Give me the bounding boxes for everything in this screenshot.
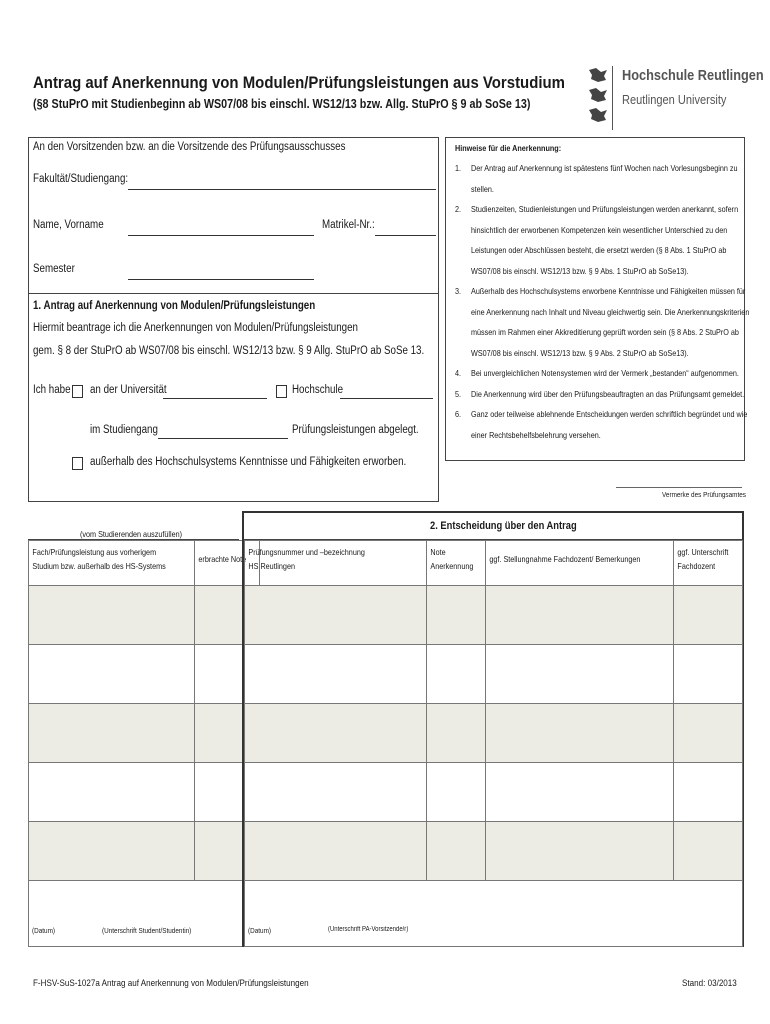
vermerke-label: Vermerke des Prüfungsamtes bbox=[662, 490, 746, 499]
stellung-cell[interactable] bbox=[486, 763, 674, 822]
name-field[interactable] bbox=[128, 235, 314, 236]
footer-form-id: F-HSV-SuS-1027a Antrag auf Anerkennung von Modulen/Prüfungsleistungen bbox=[33, 978, 309, 989]
section-divider bbox=[29, 293, 438, 294]
hint-text-line: Leistungen oder Abschlüssen besteht, die ersetzt werden (§ 8 Abs. 1 StuPrO ab bbox=[471, 245, 727, 255]
stellung-cell[interactable] bbox=[486, 822, 674, 881]
logo-subtitle: Reutlingen University bbox=[622, 92, 727, 107]
hint-text-line: stellen. bbox=[471, 183, 494, 194]
header-note-anerk-line1: Note bbox=[430, 547, 446, 557]
stellung-cell[interactable] bbox=[486, 704, 674, 763]
datum-left-label: (Datum) bbox=[32, 926, 56, 935]
pruefnr-cell[interactable] bbox=[245, 763, 427, 822]
pa-signature-cell[interactable] bbox=[245, 881, 743, 947]
unterschrift-cell[interactable] bbox=[673, 822, 742, 881]
note-anerk-cell[interactable] bbox=[426, 704, 486, 763]
matrikel-field[interactable] bbox=[375, 235, 436, 236]
pa-signature-label: (Unterschrift PA-Vorsitzende/r) bbox=[328, 926, 409, 933]
note-anerk-cell[interactable] bbox=[426, 645, 486, 704]
hint-text-line: Die Anerkennung wird über den Prüfungsbeauftragten an das Prüfungsamt gemeldet. bbox=[471, 388, 745, 399]
header-pruefnr-line2: HS Reutlingen bbox=[248, 561, 295, 571]
header-unterschrift bbox=[673, 541, 742, 586]
decision-table bbox=[244, 540, 743, 947]
section1-line1: Hiermit beantrage ich die Anerkennungen von Modulen/Prüfungsleistungen bbox=[33, 322, 358, 334]
header-note-anerk-line2: Anerkennung bbox=[430, 561, 474, 571]
fach-cell[interactable] bbox=[29, 763, 195, 822]
hint-number: 1. bbox=[455, 163, 462, 173]
university-crest-icon bbox=[586, 66, 610, 130]
note-anerk-cell[interactable] bbox=[426, 822, 486, 881]
logo-name: Hochschule Reutlingen bbox=[622, 67, 764, 84]
hint-text-line: WS07/08 bis einschl. WS12/13 bzw. § 9 Abs. 1 StuPrO ab SoSe13). bbox=[471, 265, 689, 276]
header-unterschrift-line1: ggf. Unterschrift bbox=[677, 547, 729, 557]
header-pruefnr bbox=[245, 541, 427, 586]
faculty-label: Fakultät/Studiengang: bbox=[33, 173, 129, 185]
addressee-text: An den Vorsitzenden bzw. an die Vorsitzende des Prüfungsausschusses bbox=[33, 141, 346, 153]
stellung-cell[interactable] bbox=[486, 586, 674, 645]
hint-text-line: Bei unvergleichlichen Notensystemen wird der Vermerk „bestanden“ aufgenommen. bbox=[471, 368, 739, 378]
fach-cell[interactable] bbox=[29, 822, 195, 881]
hochschule-checkbox[interactable] bbox=[276, 385, 287, 398]
pruefnr-cell[interactable] bbox=[245, 586, 427, 645]
semester-label: Semester bbox=[33, 263, 75, 275]
hint-number: 4. bbox=[455, 368, 462, 378]
hint-text-line: eine Anerkennung nach Inhalt und Niveau gleichwertig sein. Die Anerkennungskriterien bbox=[471, 306, 750, 317]
studiengang-field[interactable] bbox=[158, 438, 288, 439]
student-signature-label: (Unterschrift Student/Studentin) bbox=[102, 926, 192, 935]
abgelegt-label: Prüfungsleistungen abgelegt. bbox=[292, 424, 419, 436]
unterschrift-cell[interactable] bbox=[673, 763, 742, 822]
header-fach-line1: Fach/Prüfungsleistung aus vorherigem bbox=[32, 547, 157, 557]
section1-title: 1. Antrag auf Anerkennung von Modulen/Prüfungsleistungen bbox=[33, 300, 316, 312]
hint-number: 2. bbox=[455, 204, 462, 214]
hint-text-line: müssen im Rahmen einer Akkreditierung geprüft worden sein (§ 8 Abs. 2 StuPrO ab bbox=[471, 327, 739, 337]
fach-cell[interactable] bbox=[29, 645, 195, 704]
hint-number: 3. bbox=[455, 286, 462, 296]
unterschrift-cell[interactable] bbox=[673, 645, 742, 704]
application-form-box bbox=[28, 137, 439, 502]
semester-field[interactable] bbox=[128, 279, 314, 280]
student-signature-cell[interactable] bbox=[29, 881, 260, 947]
page-title: Antrag auf Anerkennung von Modulen/Prüfungsleistungen aus Vorstudium bbox=[33, 73, 565, 92]
section1-line2: gem. § 8 der StuPrO ab WS07/08 bis einschl. WS12/13 bzw. § 9 Allg. StuPrO ab SoSe 13. bbox=[33, 345, 425, 357]
logo-divider bbox=[612, 66, 613, 130]
fach-cell[interactable] bbox=[29, 586, 195, 645]
footer-stand: Stand: 03/2013 bbox=[682, 978, 737, 989]
hint-text-line: hinsichtlich der erworbenen Kompetenzen kein wesentlicher Unterschied zu den bbox=[471, 224, 728, 235]
pruefnr-cell[interactable] bbox=[245, 822, 427, 881]
header-stellung-text: ggf. Stellungnahme Fachdozent/ Bemerkungen bbox=[489, 554, 641, 564]
student-table bbox=[28, 540, 260, 947]
hints-title: Hinweise für die Anerkennung: bbox=[455, 143, 562, 153]
header-stellungnahme bbox=[486, 541, 674, 586]
studiengang-label: im Studiengang bbox=[90, 424, 158, 436]
hint-number: 5. bbox=[455, 388, 462, 399]
note-anerk-cell[interactable] bbox=[426, 586, 486, 645]
university-field[interactable] bbox=[163, 398, 267, 399]
name-label: Name, Vorname bbox=[33, 219, 104, 231]
university-label: an der Universität bbox=[90, 384, 167, 396]
header-pruefnr-line1: Prüfungsnummer und –bezeichnung bbox=[248, 547, 365, 557]
faculty-field[interactable] bbox=[128, 189, 436, 190]
matrikel-label: Matrikel-Nr.: bbox=[322, 219, 375, 231]
hint-text-line: Außerhalb des Hochschulsystems erworbene Kenntnisse und Fähigkeiten müssen für bbox=[471, 286, 746, 296]
pruefnr-cell[interactable] bbox=[245, 704, 427, 763]
header-note-anerkennung bbox=[426, 541, 486, 586]
unterschrift-cell[interactable] bbox=[673, 586, 742, 645]
ausserhalb-checkbox[interactable] bbox=[72, 457, 83, 470]
left-table-caption: (vom Studierenden auszufüllen) bbox=[80, 529, 183, 539]
hint-text-line: Studienzeiten, Studienleistungen und Prüfungsleistungen werden anerkannt, sofern bbox=[471, 204, 739, 214]
decision-title: 2. Entscheidung über den Antrag bbox=[430, 520, 577, 532]
header-note-text: erbrachte Note bbox=[198, 554, 247, 564]
header-fach-line2: Studium bzw. außerhalb des HS-Systems bbox=[32, 561, 166, 571]
note-anerk-cell[interactable] bbox=[426, 763, 486, 822]
ausserhalb-label: außerhalb des Hochschulsystems Kenntnisse und Fähigkeiten erworben. bbox=[90, 456, 407, 468]
hint-number: 6. bbox=[455, 409, 462, 419]
hint-text-line: WS07/08 bis einschl. WS12/13 bzw. § 9 Abs. 2 StuPrO ab SoSe13). bbox=[471, 347, 689, 358]
university-checkbox[interactable] bbox=[72, 385, 83, 398]
datum-right-label: (Datum) bbox=[248, 926, 272, 935]
ich-habe-label: Ich habe bbox=[33, 384, 71, 396]
unterschrift-cell[interactable] bbox=[673, 704, 742, 763]
hint-text-line: einer Rechtsbehelfsbelehrung versehen. bbox=[471, 429, 601, 440]
hochschule-field[interactable] bbox=[340, 398, 433, 399]
hint-text-line: Ganz oder teilweise ablehnende Entscheidungen werden schriftlich begründet und wie bbox=[471, 409, 748, 419]
header-unterschrift-line2: Fachdozent bbox=[677, 561, 716, 571]
pruefnr-cell[interactable] bbox=[245, 645, 427, 704]
header-fach bbox=[29, 541, 195, 586]
page-subtitle: (§8 StuPrO mit Studienbeginn ab WS07/08 bis einschl. WS12/13 bzw. Allg. StuPrO § 9 ab SoSe 13) bbox=[33, 97, 531, 111]
hint-text-line: Der Antrag auf Anerkennung ist spätestens fünf Wochen nach Vorlesungsbeginn zu bbox=[471, 163, 738, 173]
fach-cell[interactable] bbox=[29, 704, 195, 763]
stellung-cell[interactable] bbox=[486, 645, 674, 704]
hochschule-label: Hochschule bbox=[292, 384, 344, 396]
vermerke-line bbox=[616, 487, 742, 488]
